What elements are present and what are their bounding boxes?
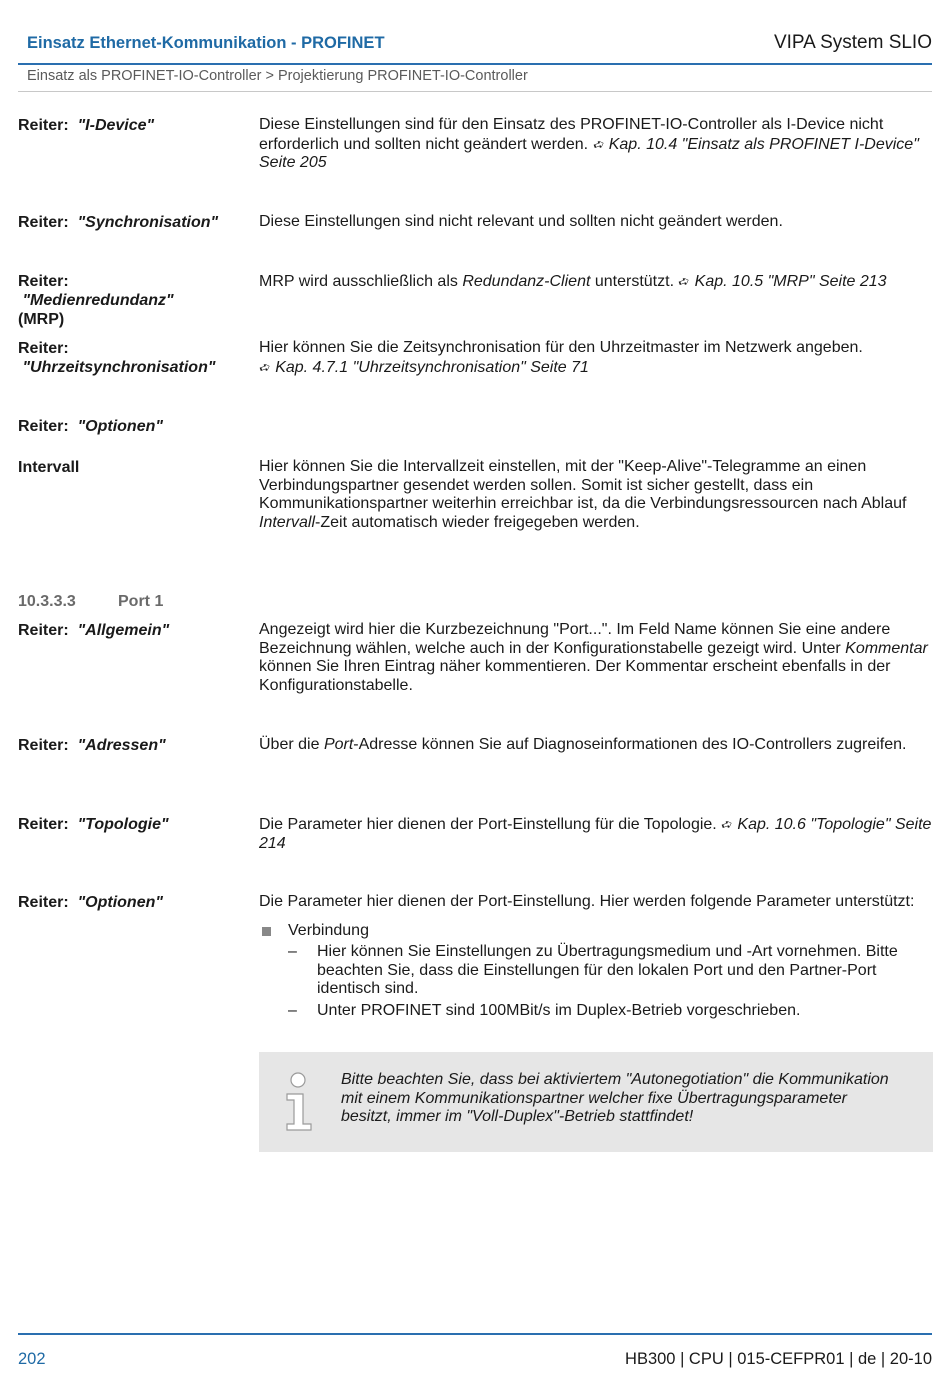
row-text: Diese Einstellungen sind nicht relevant und sollten nicht geändert werden. bbox=[259, 213, 783, 230]
footer-divider bbox=[18, 1333, 932, 1335]
row-label: Reiter: "I-Device" bbox=[18, 117, 155, 134]
page-number: 202 bbox=[18, 1350, 46, 1368]
cross-reference-link[interactable]: Kap. 10.4 "Einsatz als PROFINET I-Device" Seite 205 bbox=[259, 135, 919, 171]
row-label: Reiter: "Adressen" bbox=[18, 737, 166, 754]
bullet-item: Verbindung bbox=[259, 922, 934, 941]
info-icon bbox=[283, 1072, 317, 1132]
row-text: Die Parameter hier dienen der Port-Einstellung. Hier werden folgende Parameter unterstützt: Verbindung – Hier können Sie Einstellungen zu Übertragungsmedium und -Art vornehmen. Bitte beachten Sie, dass die Einstellungen für den lokalen Port und den Partner-Port identisch sind. – Unter PROFINET sind 100MBit/s im Duplex-Betrieb vorgeschrieben. bbox=[259, 893, 934, 1020]
header-divider bbox=[18, 63, 932, 65]
row-text: Angezeigt wird hier die Kurzbezeichnung "Port...". Im Feld Name können Sie eine andere Bezeichnung wählen, welche auch in der Konfigurationstabelle gezeigt wird. Unter Kommentar können Sie Ihren Eintrag näher kommentieren. Der Kommentar erscheint ebenfalls in der Konfigurationstabelle. bbox=[259, 621, 928, 694]
dash-item: – Hier können Sie Einstellungen zu Übertragungsmedium und -Art vornehmen. Bitte beachten Sie, dass die Einstellungen für den lokalen Port und den Partner-Port identisch sind. bbox=[288, 943, 898, 997]
row-label: Reiter: "Synchronisation" bbox=[18, 214, 219, 231]
section-number: 10.3.3.3 bbox=[18, 593, 76, 610]
row-text: Über die Port-Adresse können Sie auf Diagnoseinformationen des IO-Controllers zugreifen. bbox=[259, 736, 907, 753]
cross-reference-link[interactable]: Kap. 4.7.1 "Uhrzeitsynchronisation" Seite 71 bbox=[275, 358, 589, 376]
breadcrumb: Einsatz als PROFINET-IO-Controller > Projektierung PROFINET-IO-Controller bbox=[27, 68, 528, 84]
row-label: Reiter: "Allgemein" bbox=[18, 622, 170, 639]
row-text: Die Parameter hier dienen der Port-Einstellung für die Topologie. ➪ Kap. 10.6 "Topologie" Seite 214 bbox=[259, 814, 932, 852]
header-section-title: Einsatz Ethernet-Kommunikation - PROFINET bbox=[27, 34, 385, 52]
cross-reference-link[interactable]: Kap. 10.5 "MRP" Seite 213 bbox=[694, 273, 887, 290]
row-text: Diese Einstellungen sind für den Einsatz des PROFINET-IO-Controller als I-Device nicht erforderlich und sollten nicht geändert werden. ➪ Kap. 10.4 "Einsatz als PROFINET I-Device" Seite 205 bbox=[259, 116, 919, 171]
note-box bbox=[259, 1052, 933, 1152]
dash-icon: – bbox=[288, 943, 297, 960]
link-arrow-icon: ➪ bbox=[718, 814, 736, 834]
row-label: Reiter: "Topologie" bbox=[18, 816, 169, 833]
section-title: Port 1 bbox=[118, 593, 164, 610]
row-label: Reiter: "Uhrzeitsynchronisation" bbox=[18, 340, 216, 376]
row-text: Hier können Sie die Intervallzeit einstellen, mit der "Keep-Alive"-Telegramme an einen Verbindungspartner gesendet werden sollen. Somit ist sicher gestellt, dass ein Kommunikationspartner weiterhin erreichbar ist, da die Verbindungsressourcen nach Ablauf Intervall-Zeit automatisch wieder freigegeben werden. bbox=[259, 458, 907, 531]
link-arrow-icon: ➪ bbox=[590, 133, 607, 154]
link-arrow-icon: ➪ bbox=[256, 356, 274, 377]
dash-item: – Unter PROFINET sind 100MBit/s im Duplex-Betrieb vorgeschrieben. bbox=[288, 1001, 801, 1019]
breadcrumb-divider bbox=[18, 91, 932, 92]
row-label: Intervall bbox=[18, 459, 80, 476]
note-text: Bitte beachten Sie, dass bei aktiviertem "Autonegotiation" die Kommunikation mit einem Kommunikationspartner welcher fixe Übertragungsparameter besitzt, immer im "Voll-Duplex"-Betrieb stattfindet! bbox=[341, 1071, 889, 1125]
row-label: Reiter: "Optionen" bbox=[18, 418, 163, 435]
row-text: MRP wird ausschließlich als Redundanz-Client unterstützt. ➪ Kap. 10.5 "MRP" Seite 213 bbox=[259, 271, 887, 291]
header-product-name: VIPA System SLIO bbox=[773, 32, 932, 53]
cross-reference-link[interactable]: Kap. 10.6 "Topologie" Seite 214 bbox=[259, 816, 932, 852]
link-arrow-icon: ➪ bbox=[676, 271, 693, 291]
document-id: HB300 | CPU | 015-CEFPR01 | de | 20-10 bbox=[625, 1350, 932, 1368]
row-label: Reiter: "Optionen" bbox=[18, 894, 163, 911]
dash-icon: – bbox=[288, 1001, 297, 1019]
square-bullet-icon bbox=[262, 927, 271, 936]
row-label: Reiter: "Medienredundanz" (MRP) bbox=[18, 273, 174, 328]
row-text: Hier können Sie die Zeitsynchronisation für den Uhrzeitmaster im Netzwerk angeben. ➪ Kap. 4.7.1 "Uhrzeitsynchronisation" Seite 71 bbox=[256, 339, 863, 377]
